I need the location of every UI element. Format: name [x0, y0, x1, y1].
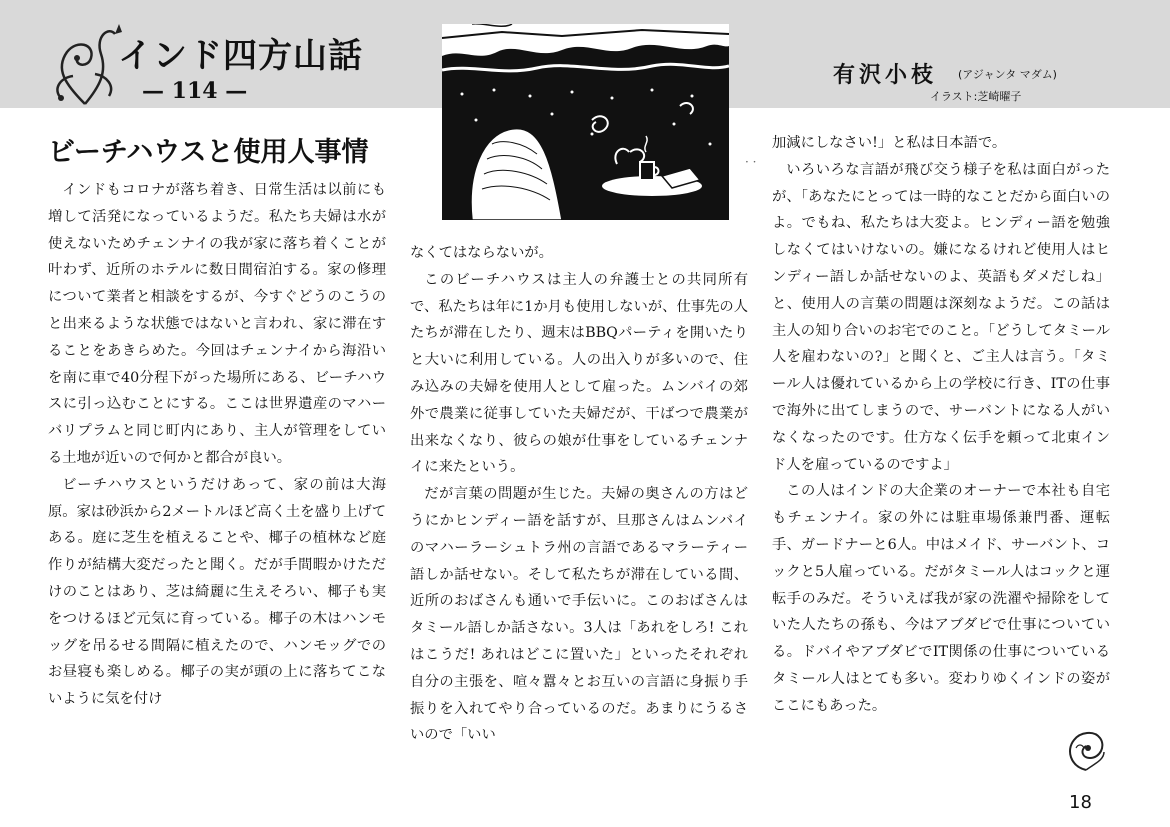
- paragraph: いろいろな言語が飛び交う様子を私は面白がったが、「あなたにとっては一時的なことだから面白いのよ。でもね、私たちは大変よ。ヒンディー語を勉強しなくてはいけないの。嫌になるけれど使用人はヒンディー語しか話せないのよ、英語もダメだしね」と、使用人の言葉の問題は深刻なようだ。この話は主人の知り合いのお宅でのこと。「どうしてタミール人を雇わないの?」と聞くと、ご主人は言う。「タミール人は優れているから上の学校に行き、ITの仕事で海外に出てしまうので、サーバントになる人がいなくなったのです。仕方なく伝手を頼って北東インド人を雇っているのですよ」: [772, 161, 1110, 473]
- article-column-1: [48, 177, 386, 713]
- author-name: 有沢小枝: [833, 63, 938, 88]
- paragraph: だが言葉の問題が生じた。夫婦の奥さんの方はどうにかヒンディー語を話すが、旦那さんはムンバイのマハーラーシュトラ州の言語であるマラーティー語しか話せない。そして私たちが滞在している間、近所のおばさんも通いで手伝いに。このおばさんはタミール語しか話さない。3人は「あれをしろ! これはこうだ! あれはどこに置いた」といったそれぞれ自分の主張を、喧々囂々とお互いの言語に身振り手振りを入れてやり合っているのだ。あまりにうるさいので「いい: [410, 486, 748, 744]
- paragraph: インドもコロナが落ち着き、日常生活は以前にも増して活発になっているようだ。私たち夫婦は水が使えないためチェンナイの我が家に落ち着くことが叶わず、近所のホテルに数日間宿泊する。家の修理について業者と相談をするが、今すぐどうのこうのと出来るような状態ではないと言われ、家に滞在することをあきらめた。今回はチェンナイから海沿いを南に車で40分程下がった場所にある、ビーチハウスに引っ込むことにする。ここは世界遺産のマハーバリプラムと同じ町内にあり、主人が管理をしている土地が近いので何かと都合が良い。: [48, 182, 386, 466]
- illustrator-credit: イラスト:芝崎曜子: [930, 90, 1022, 103]
- paragraph: 加減にしなさい!」と私は日本語で。: [772, 135, 1007, 151]
- article-title: ビーチハウスと使用人事情: [48, 137, 369, 168]
- paragraph: この人はインドの大企業のオーナーで本社も自宅もチェンナイ。家の外には駐車場係兼門番、運転手、ガードナーと6人。中はメイド、サーバント、コックと5人雇っている。だがタミール人はコックと運転手のみだ。そういえば我が家の洗濯や掃除をしていた人たちの孫も、今はアブダビで仕事についている。ドバイやアブダビでIT関係の仕事についているタミール人はとても多い。変わりゆくインドの姿がここにもあった。: [772, 483, 1110, 714]
- paragraph: なくてはならないが。: [410, 245, 553, 261]
- series-title: インド四方山話: [118, 36, 363, 76]
- page-number: 18: [1069, 792, 1092, 813]
- paragraph: このビーチハウスは主人の弁護士との共同所有で、私たちは年に1か月も使用しないが、仕事先の人たちが滞在したり、週末はBBQパーティを開いたりと大いに利用している。人の出入りが多いので、住み込みの夫婦を使用人として雇った。ムンバイの郊外で農業に従事していた夫婦だが、干ばつで農業が出来なくなり、彼らの娘が仕事をしているチェンナイに来たという。: [410, 271, 748, 476]
- article-column-2: [410, 240, 748, 749]
- paisley-stamp-icon: [1064, 728, 1108, 772]
- paragraph: ビーチハウスというだけあって、家の前は大海原。家は砂浜から2メートルほど高く土を盛り上げてある。庭に芝生を植えることや、椰子の植林など庭作りが結構大変だったと聞く。だが手間暇かけただけのことはあり、芝は綺麗に生えそろい、椰子も実をつけるほど元気に育っている。椰子の木はハンモッグを吊るせる間隔に植えたので、ハンモッグでのお昼寝も楽しめる。椰子の実が頭の上に落ちてこないように気を付け: [48, 476, 386, 708]
- author-alias: (アジャンタ マダム): [958, 68, 1057, 81]
- beach-house-illustration: [442, 24, 729, 220]
- flourish-ornament-icon: [45, 14, 125, 109]
- decorative-dots: · ·: [745, 155, 757, 169]
- article-column-3: [772, 130, 1110, 720]
- issue-number: — 114 —: [142, 78, 248, 104]
